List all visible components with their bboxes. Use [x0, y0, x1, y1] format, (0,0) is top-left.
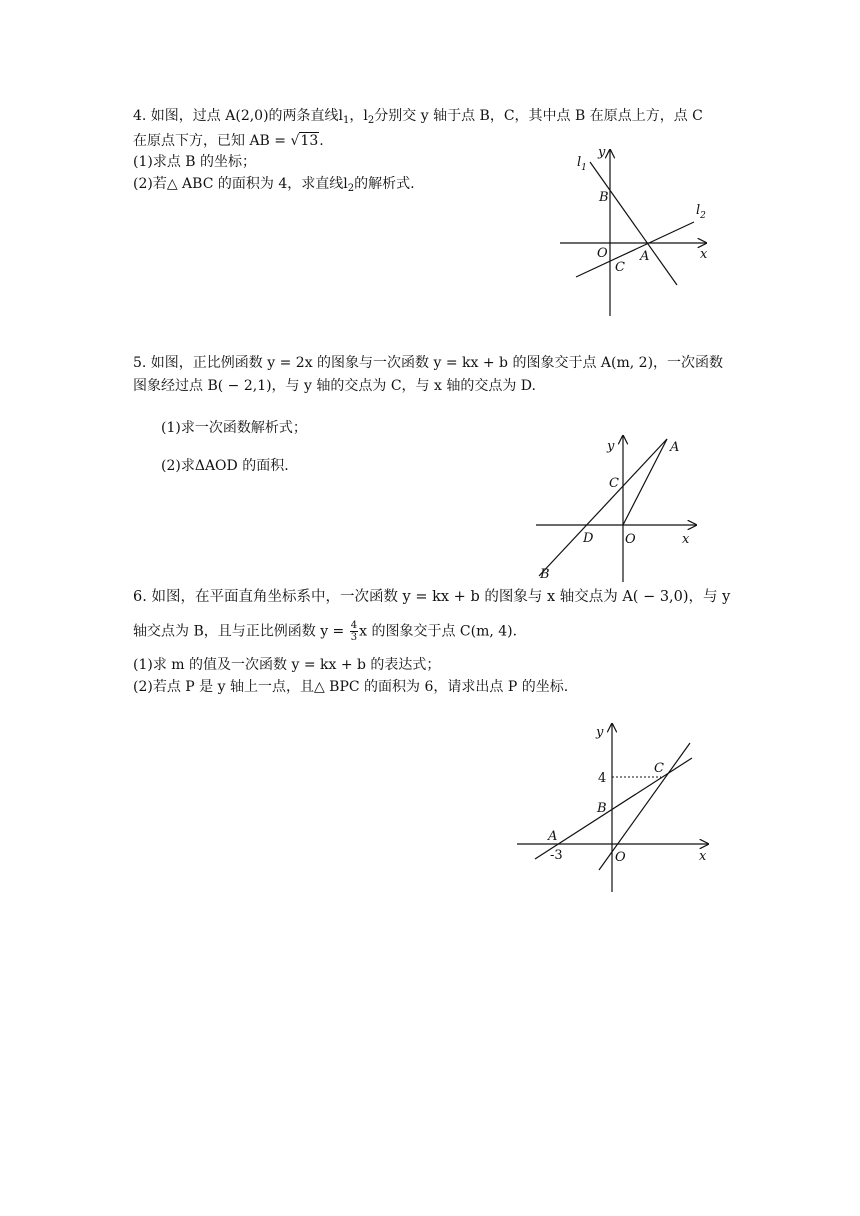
- label-y: y: [607, 439, 615, 454]
- p4-line2-end: .: [319, 133, 324, 149]
- problem6-figure: [515, 720, 715, 895]
- label-y: y: [596, 725, 604, 740]
- label-x: x: [700, 247, 708, 262]
- l1-subscript: 1: [343, 115, 350, 126]
- label-point-B: B: [540, 567, 550, 582]
- problem4-line1: [133, 106, 703, 126]
- label-point-A: A: [670, 440, 680, 455]
- label-origin-O: O: [625, 532, 636, 547]
- label-l1: $l_1$: [577, 155, 587, 173]
- problem5-figure: [530, 430, 705, 582]
- line-OA: [623, 439, 667, 525]
- l2-subscript: 2: [367, 115, 375, 126]
- p6-line2-end: x 的图象交于点 C(m, 4).: [359, 623, 518, 640]
- p4-line2-text: 在原点下方，已知 AB =: [133, 133, 291, 149]
- label-origin-O: O: [615, 850, 626, 865]
- p4-text-a: 4. 如图，过点 A(2,0)的两条直线l: [133, 108, 344, 124]
- problem5-line1: 5. 如图，正比例函数 y = 2x 的图象与一次函数 y = kx + b 的图象交于点 A(m, 2)，一次函数: [133, 355, 724, 371]
- problem5-question1: (1)求一次函数解析式；: [161, 420, 307, 436]
- problem6-question1: (1)求 m 的值及一次函数 y = kx + b 的表达式；: [133, 657, 441, 673]
- problem6-question2: (2)若点 P 是 y 轴上一点，且△ BPC 的面积为 6，请求出点 P 的坐标.: [133, 679, 569, 695]
- problem4-figure: [560, 140, 720, 320]
- label-point-B: B: [599, 190, 609, 205]
- label-point-D: D: [583, 531, 594, 546]
- label-point-A: A: [640, 249, 650, 264]
- problem6-line1: 6. 如图，在平面直角坐标系中，一次函数 y = kx + b 的图象与 x 轴交点为 A( − 3,0)，与 y: [133, 589, 731, 605]
- problem5-question2: (2)求ΔAOD 的面积.: [161, 458, 289, 474]
- p6-line2-text: 轴交点为 B，且与正比例函数 y =: [133, 623, 349, 640]
- label-point-C: C: [609, 476, 619, 491]
- label-tick-4: 4: [598, 771, 607, 786]
- label-l2: $l_2$: [696, 203, 706, 221]
- label-point-C: C: [654, 761, 664, 776]
- p4-q2-end: 的解析式.: [354, 176, 415, 192]
- p4-text-b: ，l: [349, 108, 368, 124]
- fraction-denominator: 3: [350, 632, 358, 643]
- line-four-thirds-x: [599, 743, 690, 870]
- label-tick-neg3: -3: [550, 848, 563, 863]
- q2-subscript: 2: [347, 183, 355, 194]
- label-y: y: [598, 145, 606, 160]
- problem4-question2: [133, 174, 415, 194]
- problem5-line2: 图象经过点 B( − 2,1)，与 y 轴的交点为 C，与 x 轴的交点为 D.: [133, 378, 536, 394]
- problem6-line2: [133, 620, 517, 643]
- line-l2: [576, 222, 694, 277]
- line-l1: [590, 162, 677, 285]
- label-point-C: C: [615, 260, 625, 275]
- label-point-A: A: [548, 829, 558, 844]
- problem4-line2: 在原点下方，已知 AB = √13.: [133, 133, 324, 149]
- label-x: x: [682, 532, 690, 547]
- sqrt-value: 13: [300, 133, 319, 149]
- label-point-B: B: [597, 801, 607, 816]
- label-origin-O: O: [597, 246, 608, 261]
- p4-q2-text: (2)若△ ABC 的面积为 4，求直线l: [133, 176, 348, 192]
- p4-text-c: 分别交 y 轴于点 B，C，其中点 B 在原点上方，点 C: [374, 108, 703, 124]
- fraction-numerator: 4: [350, 620, 358, 631]
- label-x: x: [699, 849, 707, 864]
- fraction-4-3: [350, 620, 358, 643]
- problem4-question1: (1)求点 B 的坐标；: [133, 154, 257, 170]
- line-AB: [539, 439, 667, 576]
